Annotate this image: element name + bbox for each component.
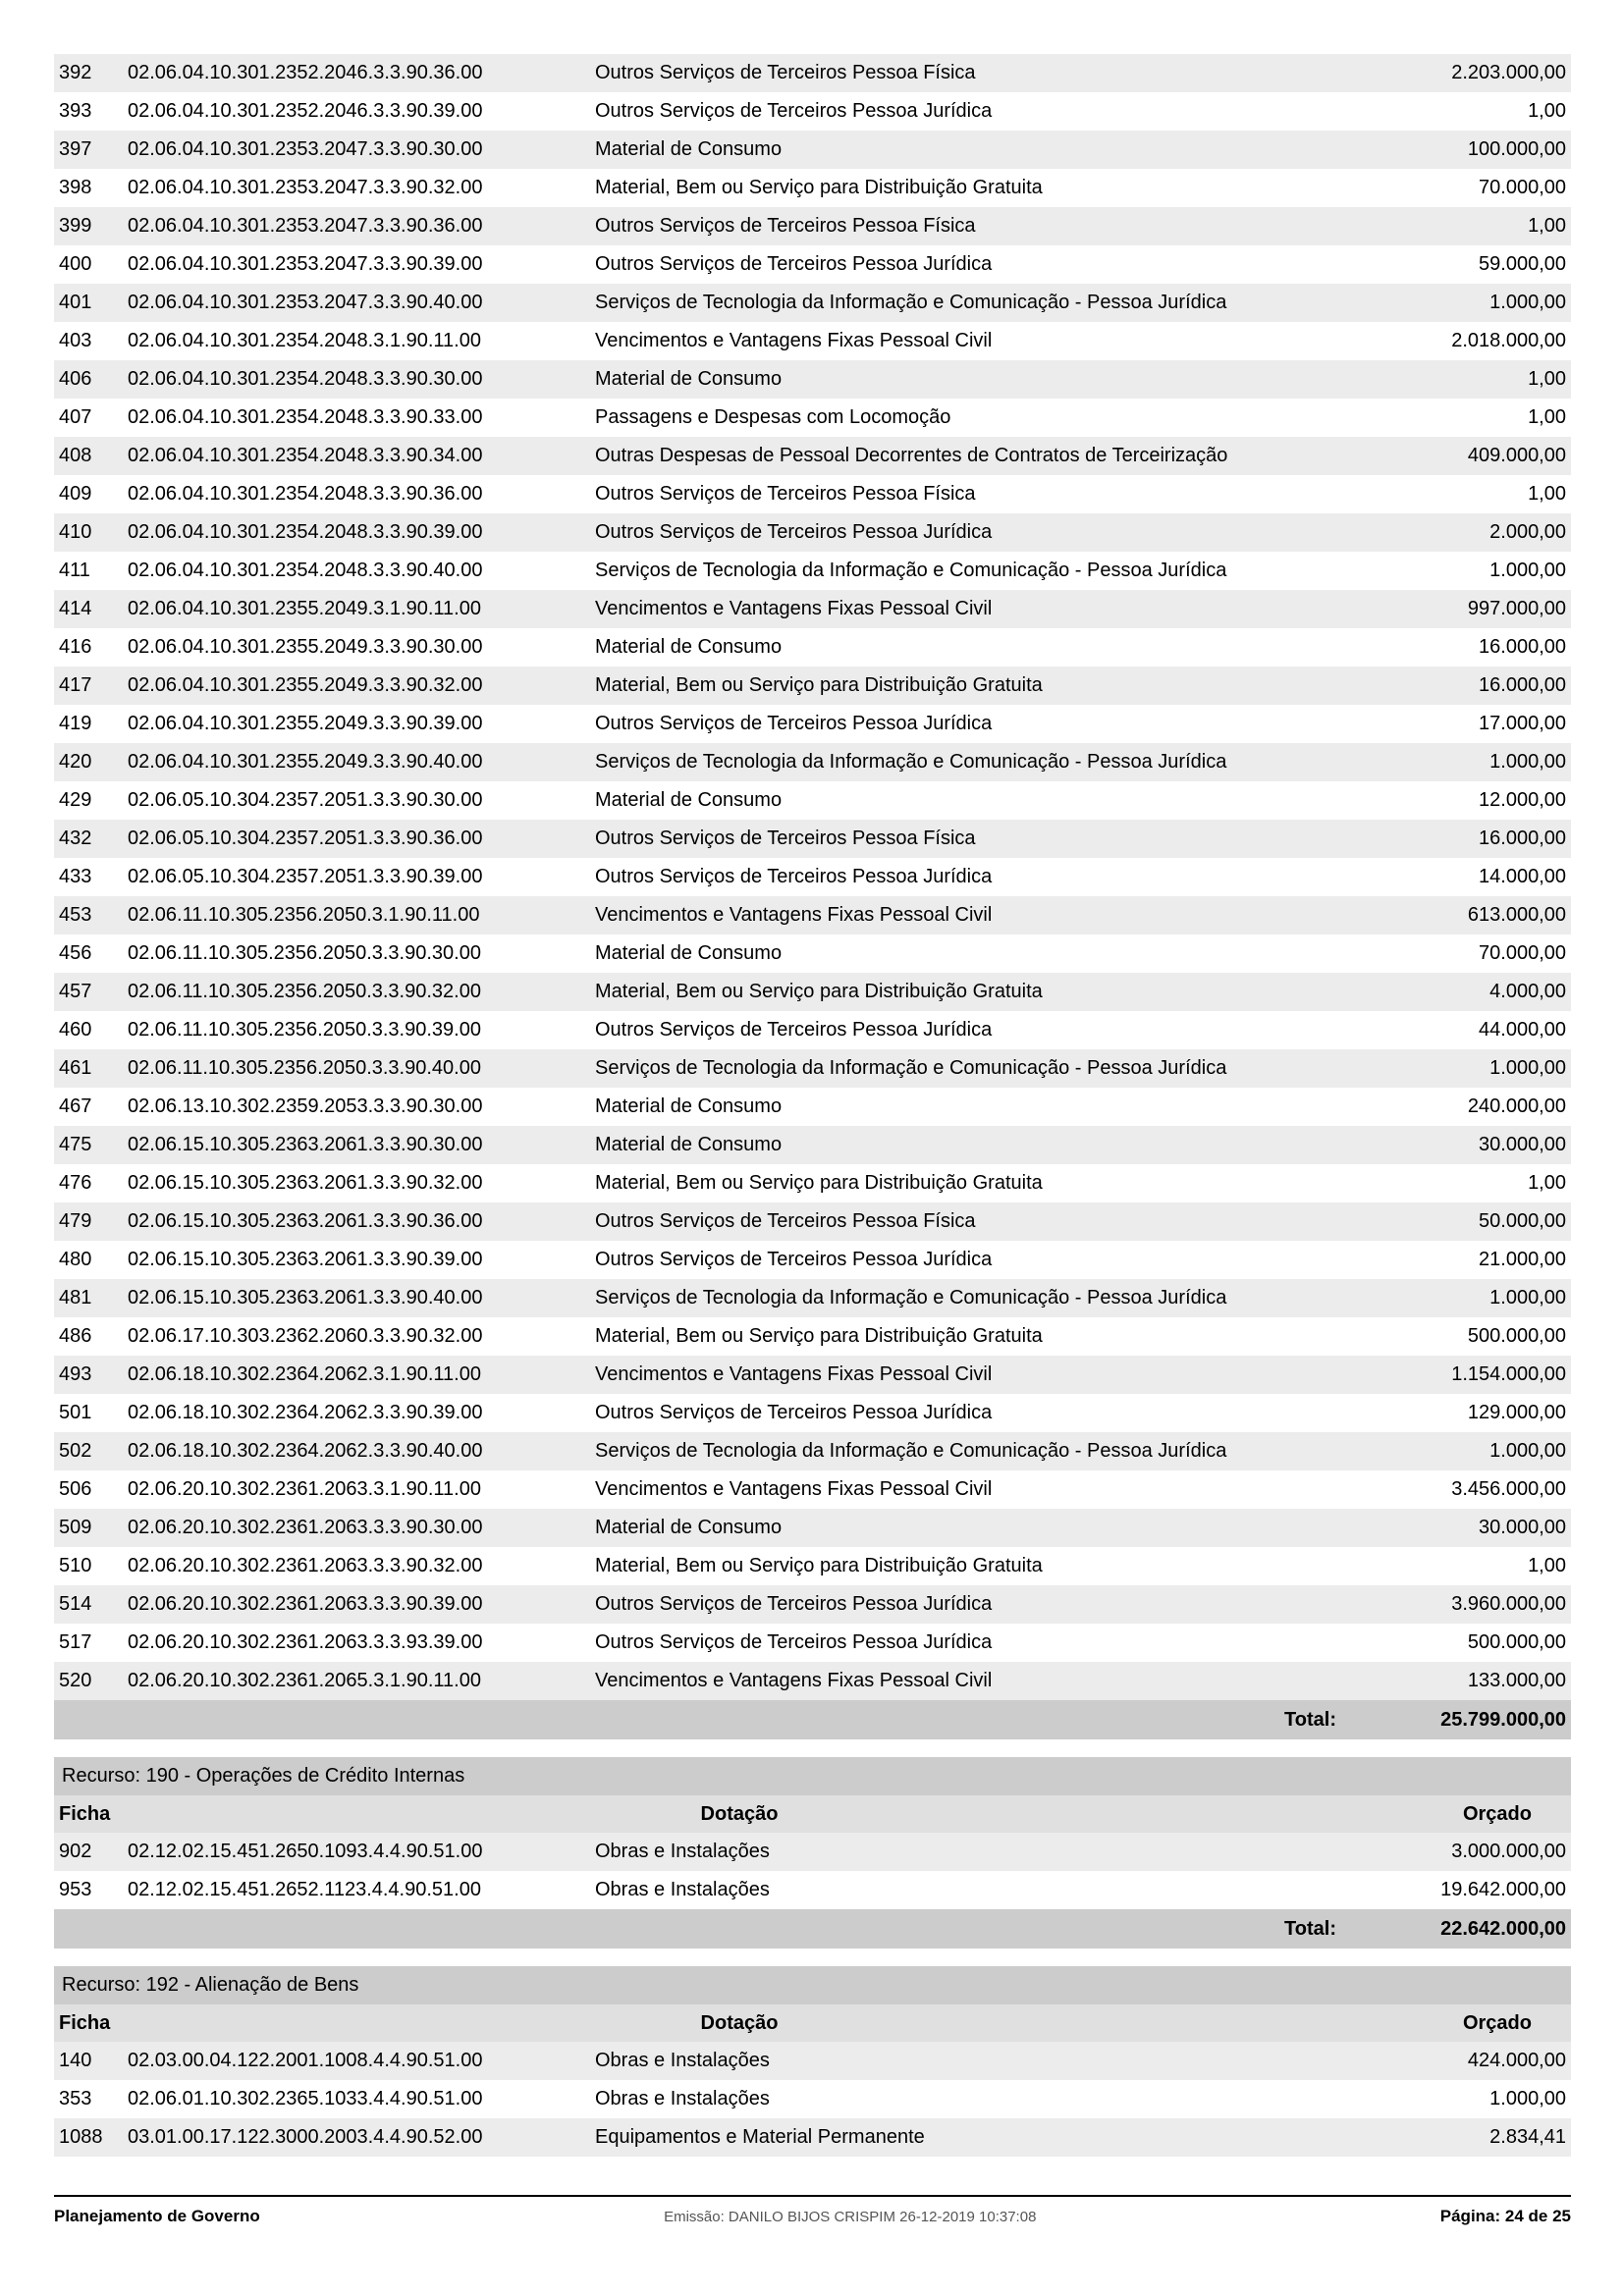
description-cell: Outros Serviços de Terceiros Pessoa Jurídica <box>590 858 1356 896</box>
table-row <box>54 743 1571 781</box>
description-cell: Vencimentos e Vantagens Fixas Pessoal Civil <box>590 322 1356 360</box>
column-header-dotacao: Dotação <box>123 2004 1356 2042</box>
dotacao-code-cell: 02.06.11.10.305.2356.2050.3.3.90.30.00 <box>123 934 590 973</box>
ficha-cell: 399 <box>54 207 123 245</box>
table-row <box>54 1126 1571 1164</box>
table-row <box>54 1432 1571 1470</box>
ficha-cell: 400 <box>54 245 123 284</box>
ficha-cell: 481 <box>54 1279 123 1317</box>
table-row <box>54 2042 1571 2080</box>
description-cell: Outros Serviços de Terceiros Pessoa Jurídica <box>590 1241 1356 1279</box>
recurso-heading: Recurso: 192 - Alienação de Bens <box>54 1966 1571 2004</box>
ficha-cell: 1088 <box>54 2118 123 2157</box>
table-row <box>54 820 1571 858</box>
orcado-value-cell: 50.000,00 <box>1356 1202 1571 1241</box>
table-row <box>54 667 1571 705</box>
orcado-value-cell: 21.000,00 <box>1356 1241 1571 1279</box>
section-table <box>54 2004 1571 2157</box>
table-row <box>54 973 1571 1011</box>
dotacao-code-cell: 02.06.20.10.302.2361.2063.3.1.90.11.00 <box>123 1470 590 1509</box>
orcado-value-cell: 409.000,00 <box>1356 437 1571 475</box>
orcado-value-cell: 1.000,00 <box>1356 284 1571 322</box>
orcado-value-cell: 500.000,00 <box>1356 1624 1571 1662</box>
column-header-orcado: Orçado <box>1356 2004 1571 2042</box>
table-row <box>54 54 1571 92</box>
description-cell: Serviços de Tecnologia da Informação e Comunicação - Pessoa Jurídica <box>590 743 1356 781</box>
orcado-value-cell: 1.000,00 <box>1356 1432 1571 1470</box>
dotacao-code-cell: 02.06.15.10.305.2363.2061.3.3.90.36.00 <box>123 1202 590 1241</box>
orcado-value-cell: 59.000,00 <box>1356 245 1571 284</box>
description-cell: Equipamentos e Material Permanente <box>590 2118 1356 2157</box>
orcado-value-cell: 1,00 <box>1356 360 1571 399</box>
orcado-value-cell: 14.000,00 <box>1356 858 1571 896</box>
orcado-value-cell: 424.000,00 <box>1356 2042 1571 2080</box>
total-row <box>54 1909 1571 1949</box>
table-row <box>54 1833 1571 1871</box>
dotacao-code-cell: 02.06.18.10.302.2364.2062.3.3.90.39.00 <box>123 1394 590 1432</box>
ficha-cell: 353 <box>54 2080 123 2118</box>
description-cell: Material, Bem ou Serviço para Distribuição Gratuita <box>590 1164 1356 1202</box>
ficha-cell: 416 <box>54 628 123 667</box>
dotacao-code-cell: 02.06.04.10.301.2355.2049.3.3.90.32.00 <box>123 667 590 705</box>
dotacao-code-cell: 02.06.04.10.301.2353.2047.3.3.90.36.00 <box>123 207 590 245</box>
dotacao-code-cell: 02.06.04.10.301.2354.2048.3.3.90.30.00 <box>123 360 590 399</box>
dotacao-code-cell: 02.06.05.10.304.2357.2051.3.3.90.36.00 <box>123 820 590 858</box>
table-row <box>54 1317 1571 1356</box>
description-cell: Material, Bem ou Serviço para Distribuição Gratuita <box>590 1547 1356 1585</box>
description-cell: Outros Serviços de Terceiros Pessoa Jurídica <box>590 705 1356 743</box>
orcado-value-cell: 1.000,00 <box>1356 1279 1571 1317</box>
column-header-ficha: Ficha <box>54 1795 123 1833</box>
dotacao-code-cell: 02.06.04.10.301.2355.2049.3.1.90.11.00 <box>123 590 590 628</box>
table-row <box>54 322 1571 360</box>
orcado-value-cell: 1,00 <box>1356 475 1571 513</box>
dotacao-code-cell: 02.06.11.10.305.2356.2050.3.3.90.32.00 <box>123 973 590 1011</box>
column-header-row <box>54 1795 1571 1833</box>
dotacao-code-cell: 02.06.20.10.302.2361.2063.3.3.90.39.00 <box>123 1585 590 1624</box>
ficha-cell: 517 <box>54 1624 123 1662</box>
orcado-value-cell: 1.154.000,00 <box>1356 1356 1571 1394</box>
dotacao-code-cell: 02.06.11.10.305.2356.2050.3.3.90.39.00 <box>123 1011 590 1049</box>
table-row <box>54 169 1571 207</box>
dotacao-code-cell: 02.06.04.10.301.2354.2048.3.3.90.33.00 <box>123 399 590 437</box>
orcado-value-cell: 1.000,00 <box>1356 743 1571 781</box>
description-cell: Outros Serviços de Terceiros Pessoa Física <box>590 475 1356 513</box>
ficha-cell: 414 <box>54 590 123 628</box>
description-cell: Outros Serviços de Terceiros Pessoa Jurídica <box>590 1011 1356 1049</box>
dotacao-code-cell: 02.06.04.10.301.2353.2047.3.3.90.40.00 <box>123 284 590 322</box>
orcado-value-cell: 1,00 <box>1356 92 1571 131</box>
orcado-value-cell: 44.000,00 <box>1356 1011 1571 1049</box>
dotacao-code-cell: 02.06.20.10.302.2361.2063.3.3.90.30.00 <box>123 1509 590 1547</box>
orcado-value-cell: 16.000,00 <box>1356 628 1571 667</box>
description-cell: Outros Serviços de Terceiros Pessoa Física <box>590 820 1356 858</box>
orcado-value-cell: 16.000,00 <box>1356 820 1571 858</box>
table-row <box>54 1279 1571 1317</box>
description-cell: Material, Bem ou Serviço para Distribuição Gratuita <box>590 973 1356 1011</box>
orcado-value-cell: 17.000,00 <box>1356 705 1571 743</box>
ficha-cell: 457 <box>54 973 123 1011</box>
dotacao-code-cell: 02.06.04.10.301.2352.2046.3.3.90.39.00 <box>123 92 590 131</box>
description-cell: Vencimentos e Vantagens Fixas Pessoal Civil <box>590 1470 1356 1509</box>
table-row <box>54 705 1571 743</box>
column-header-row <box>54 2004 1571 2042</box>
description-cell: Obras e Instalações <box>590 2042 1356 2080</box>
footer-department: Planejamento de Governo <box>54 2207 260 2225</box>
ficha-cell: 432 <box>54 820 123 858</box>
description-cell: Serviços de Tecnologia da Informação e Comunicação - Pessoa Jurídica <box>590 1049 1356 1088</box>
total-value: 22.642.000,00 <box>1356 1909 1571 1949</box>
orcado-value-cell: 1.000,00 <box>1356 1049 1571 1088</box>
dotacao-code-cell: 02.06.04.10.301.2354.2048.3.3.90.34.00 <box>123 437 590 475</box>
table-row <box>54 1088 1571 1126</box>
table-row <box>54 1241 1571 1279</box>
ficha-cell: 411 <box>54 552 123 590</box>
ficha-cell: 475 <box>54 1126 123 1164</box>
description-cell: Vencimentos e Vantagens Fixas Pessoal Civil <box>590 1662 1356 1700</box>
description-cell: Outros Serviços de Terceiros Pessoa Jurídica <box>590 245 1356 284</box>
table-row <box>54 781 1571 820</box>
ficha-cell: 493 <box>54 1356 123 1394</box>
orcado-value-cell: 3.456.000,00 <box>1356 1470 1571 1509</box>
ficha-cell: 453 <box>54 896 123 934</box>
table-row <box>54 1509 1571 1547</box>
ficha-cell: 460 <box>54 1011 123 1049</box>
description-cell: Material de Consumo <box>590 934 1356 973</box>
description-cell: Material, Bem ou Serviço para Distribuição Gratuita <box>590 169 1356 207</box>
ficha-cell: 417 <box>54 667 123 705</box>
orcado-value-cell: 1,00 <box>1356 399 1571 437</box>
orcado-value-cell: 2.000,00 <box>1356 513 1571 552</box>
description-cell: Outros Serviços de Terceiros Pessoa Jurídica <box>590 92 1356 131</box>
table-row <box>54 1470 1571 1509</box>
footer-emission: Emissão: DANILO BIJOS CRISPIM 26-12-2019 10:37:08 <box>664 2208 1037 2225</box>
dotacao-code-cell: 02.06.20.10.302.2361.2063.3.3.93.39.00 <box>123 1624 590 1662</box>
orcado-value-cell: 1.000,00 <box>1356 552 1571 590</box>
ficha-cell: 403 <box>54 322 123 360</box>
column-header-orcado: Orçado <box>1356 1795 1571 1833</box>
report-page <box>54 54 1571 2157</box>
orcado-value-cell: 1,00 <box>1356 207 1571 245</box>
dotacao-code-cell: 03.01.00.17.122.3000.2003.4.4.90.52.00 <box>123 2118 590 2157</box>
column-header-dotacao: Dotação <box>123 1795 1356 1833</box>
dotacao-code-cell: 02.06.04.10.301.2354.2048.3.3.90.40.00 <box>123 552 590 590</box>
description-cell: Material de Consumo <box>590 1088 1356 1126</box>
table-row <box>54 1049 1571 1088</box>
orcado-value-cell: 4.000,00 <box>1356 973 1571 1011</box>
table-row <box>54 437 1571 475</box>
ficha-cell: 509 <box>54 1509 123 1547</box>
table-row <box>54 1011 1571 1049</box>
ficha-cell: 953 <box>54 1871 123 1909</box>
orcado-value-cell: 70.000,00 <box>1356 934 1571 973</box>
table-row <box>54 1662 1571 1700</box>
section-recurso-192 <box>54 1966 1571 2157</box>
table-row <box>54 1871 1571 1909</box>
ficha-cell: 476 <box>54 1164 123 1202</box>
description-cell: Vencimentos e Vantagens Fixas Pessoal Civil <box>590 896 1356 934</box>
dotacao-code-cell: 02.06.04.10.301.2355.2049.3.3.90.30.00 <box>123 628 590 667</box>
table-row <box>54 1585 1571 1624</box>
ficha-cell: 397 <box>54 131 123 169</box>
dotacao-code-cell: 02.06.15.10.305.2363.2061.3.3.90.39.00 <box>123 1241 590 1279</box>
table-row <box>54 131 1571 169</box>
dotacao-code-cell: 02.06.05.10.304.2357.2051.3.3.90.30.00 <box>123 781 590 820</box>
table-row <box>54 284 1571 322</box>
ficha-cell: 409 <box>54 475 123 513</box>
table-row <box>54 1624 1571 1662</box>
table-row <box>54 1394 1571 1432</box>
total-label: Total: <box>54 1909 1356 1949</box>
dotacao-code-cell: 02.06.17.10.303.2362.2060.3.3.90.32.00 <box>123 1317 590 1356</box>
description-cell: Outros Serviços de Terceiros Pessoa Jurídica <box>590 1394 1356 1432</box>
description-cell: Serviços de Tecnologia da Informação e Comunicação - Pessoa Jurídica <box>590 552 1356 590</box>
orcado-value-cell: 1.000,00 <box>1356 2080 1571 2118</box>
description-cell: Outros Serviços de Terceiros Pessoa Jurídica <box>590 1624 1356 1662</box>
orcado-value-cell: 2.834,41 <box>1356 2118 1571 2157</box>
orcado-value-cell: 240.000,00 <box>1356 1088 1571 1126</box>
dotacao-code-cell: 02.06.20.10.302.2361.2063.3.3.90.32.00 <box>123 1547 590 1585</box>
orcado-value-cell: 2.203.000,00 <box>1356 54 1571 92</box>
dotacao-code-cell: 02.06.18.10.302.2364.2062.3.3.90.40.00 <box>123 1432 590 1470</box>
dotacao-code-cell: 02.06.01.10.302.2365.1033.4.4.90.51.00 <box>123 2080 590 2118</box>
description-cell: Serviços de Tecnologia da Informação e Comunicação - Pessoa Jurídica <box>590 284 1356 322</box>
description-cell: Vencimentos e Vantagens Fixas Pessoal Civil <box>590 590 1356 628</box>
orcado-value-cell: 3.000.000,00 <box>1356 1833 1571 1871</box>
dotacao-code-cell: 02.06.18.10.302.2364.2062.3.1.90.11.00 <box>123 1356 590 1394</box>
table-row <box>54 360 1571 399</box>
total-row <box>54 1700 1571 1739</box>
description-cell: Outros Serviços de Terceiros Pessoa Jurídica <box>590 1585 1356 1624</box>
description-cell: Obras e Instalações <box>590 1833 1356 1871</box>
orcado-value-cell: 1,00 <box>1356 1547 1571 1585</box>
description-cell: Material de Consumo <box>590 781 1356 820</box>
ficha-cell: 429 <box>54 781 123 820</box>
dotacao-code-cell: 02.06.15.10.305.2363.2061.3.3.90.30.00 <box>123 1126 590 1164</box>
dotacao-code-cell: 02.06.04.10.301.2353.2047.3.3.90.30.00 <box>123 131 590 169</box>
ficha-cell: 420 <box>54 743 123 781</box>
table-row <box>54 628 1571 667</box>
description-cell: Obras e Instalações <box>590 1871 1356 1909</box>
description-cell: Vencimentos e Vantagens Fixas Pessoal Civil <box>590 1356 1356 1394</box>
dotacao-code-cell: 02.06.04.10.301.2353.2047.3.3.90.32.00 <box>123 169 590 207</box>
dotacao-code-cell: 02.06.15.10.305.2363.2061.3.3.90.40.00 <box>123 1279 590 1317</box>
dotacao-code-cell: 02.06.05.10.304.2357.2051.3.3.90.39.00 <box>123 858 590 896</box>
dotacao-code-cell: 02.06.11.10.305.2356.2050.3.3.90.40.00 <box>123 1049 590 1088</box>
table-row <box>54 934 1571 973</box>
ficha-cell: 501 <box>54 1394 123 1432</box>
ficha-cell: 406 <box>54 360 123 399</box>
ficha-cell: 486 <box>54 1317 123 1356</box>
section-table <box>54 1795 1571 1949</box>
orcado-value-cell: 500.000,00 <box>1356 1317 1571 1356</box>
description-cell: Material de Consumo <box>590 628 1356 667</box>
orcado-value-cell: 613.000,00 <box>1356 896 1571 934</box>
footer-page-number: Página: 24 de 25 <box>1439 2207 1571 2225</box>
orcado-value-cell: 997.000,00 <box>1356 590 1571 628</box>
ficha-cell: 410 <box>54 513 123 552</box>
table-row <box>54 399 1571 437</box>
table-row <box>54 858 1571 896</box>
dotacao-code-cell: 02.06.04.10.301.2352.2046.3.3.90.36.00 <box>123 54 590 92</box>
table-row <box>54 207 1571 245</box>
ficha-cell: 902 <box>54 1833 123 1871</box>
table-row <box>54 896 1571 934</box>
ficha-cell: 393 <box>54 92 123 131</box>
orcado-value-cell: 2.018.000,00 <box>1356 322 1571 360</box>
ficha-cell: 520 <box>54 1662 123 1700</box>
table-row <box>54 2080 1571 2118</box>
description-cell: Material de Consumo <box>590 131 1356 169</box>
description-cell: Outros Serviços de Terceiros Pessoa Física <box>590 1202 1356 1241</box>
description-cell: Outros Serviços de Terceiros Pessoa Física <box>590 207 1356 245</box>
dotacao-code-cell: 02.12.02.15.451.2652.1123.4.4.90.51.00 <box>123 1871 590 1909</box>
table-row <box>54 92 1571 131</box>
dotacao-code-cell: 02.06.04.10.301.2355.2049.3.3.90.39.00 <box>123 705 590 743</box>
description-cell: Passagens e Despesas com Locomoção <box>590 399 1356 437</box>
orcado-value-cell: 70.000,00 <box>1356 169 1571 207</box>
description-cell: Material de Consumo <box>590 1509 1356 1547</box>
table-row <box>54 1164 1571 1202</box>
dotacao-code-cell: 02.06.04.10.301.2354.2048.3.1.90.11.00 <box>123 322 590 360</box>
total-label: Total: <box>54 1700 1356 1739</box>
main-allocation-table <box>54 54 1571 1739</box>
table-row <box>54 475 1571 513</box>
ficha-cell: 461 <box>54 1049 123 1088</box>
ficha-cell: 392 <box>54 54 123 92</box>
table-row <box>54 590 1571 628</box>
orcado-value-cell: 3.960.000,00 <box>1356 1585 1571 1624</box>
table-row <box>54 513 1571 552</box>
dotacao-code-cell: 02.06.11.10.305.2356.2050.3.1.90.11.00 <box>123 896 590 934</box>
ficha-cell: 419 <box>54 705 123 743</box>
orcado-value-cell: 19.642.000,00 <box>1356 1871 1571 1909</box>
dotacao-code-cell: 02.06.04.10.301.2353.2047.3.3.90.39.00 <box>123 245 590 284</box>
description-cell: Serviços de Tecnologia da Informação e Comunicação - Pessoa Jurídica <box>590 1432 1356 1470</box>
ficha-cell: 407 <box>54 399 123 437</box>
dotacao-code-cell: 02.06.04.10.301.2354.2048.3.3.90.36.00 <box>123 475 590 513</box>
orcado-value-cell: 1,00 <box>1356 1164 1571 1202</box>
ficha-cell: 456 <box>54 934 123 973</box>
description-cell: Outros Serviços de Terceiros Pessoa Jurídica <box>590 513 1356 552</box>
section-recurso-190 <box>54 1757 1571 1949</box>
description-cell: Material, Bem ou Serviço para Distribuição Gratuita <box>590 667 1356 705</box>
total-value: 25.799.000,00 <box>1356 1700 1571 1739</box>
orcado-value-cell: 100.000,00 <box>1356 131 1571 169</box>
dotacao-code-cell: 02.06.20.10.302.2361.2065.3.1.90.11.00 <box>123 1662 590 1700</box>
description-cell: Material de Consumo <box>590 360 1356 399</box>
orcado-value-cell: 30.000,00 <box>1356 1509 1571 1547</box>
ficha-cell: 408 <box>54 437 123 475</box>
dotacao-code-cell: 02.06.13.10.302.2359.2053.3.3.90.30.00 <box>123 1088 590 1126</box>
ficha-cell: 467 <box>54 1088 123 1126</box>
ficha-cell: 140 <box>54 2042 123 2080</box>
dotacao-code-cell: 02.03.00.04.122.2001.1008.4.4.90.51.00 <box>123 2042 590 2080</box>
recurso-heading: Recurso: 190 - Operações de Crédito Internas <box>54 1757 1571 1795</box>
orcado-value-cell: 129.000,00 <box>1356 1394 1571 1432</box>
ficha-cell: 479 <box>54 1202 123 1241</box>
table-row <box>54 1356 1571 1394</box>
ficha-cell: 433 <box>54 858 123 896</box>
page-footer <box>54 2195 1571 2226</box>
ficha-cell: 401 <box>54 284 123 322</box>
ficha-cell: 506 <box>54 1470 123 1509</box>
description-cell: Material de Consumo <box>590 1126 1356 1164</box>
table-row <box>54 552 1571 590</box>
description-cell: Outros Serviços de Terceiros Pessoa Física <box>590 54 1356 92</box>
ficha-cell: 510 <box>54 1547 123 1585</box>
orcado-value-cell: 133.000,00 <box>1356 1662 1571 1700</box>
orcado-value-cell: 16.000,00 <box>1356 667 1571 705</box>
ficha-cell: 398 <box>54 169 123 207</box>
table-row <box>54 1202 1571 1241</box>
ficha-cell: 514 <box>54 1585 123 1624</box>
dotacao-code-cell: 02.06.15.10.305.2363.2061.3.3.90.32.00 <box>123 1164 590 1202</box>
table-row <box>54 1547 1571 1585</box>
description-cell: Serviços de Tecnologia da Informação e Comunicação - Pessoa Jurídica <box>590 1279 1356 1317</box>
table-row <box>54 2118 1571 2157</box>
dotacao-code-cell: 02.06.04.10.301.2355.2049.3.3.90.40.00 <box>123 743 590 781</box>
dotacao-code-cell: 02.12.02.15.451.2650.1093.4.4.90.51.00 <box>123 1833 590 1871</box>
description-cell: Outras Despesas de Pessoal Decorrentes de Contratos de Terceirização <box>590 437 1356 475</box>
description-cell: Obras e Instalações <box>590 2080 1356 2118</box>
table-row <box>54 245 1571 284</box>
dotacao-code-cell: 02.06.04.10.301.2354.2048.3.3.90.39.00 <box>123 513 590 552</box>
orcado-value-cell: 12.000,00 <box>1356 781 1571 820</box>
orcado-value-cell: 30.000,00 <box>1356 1126 1571 1164</box>
description-cell: Material, Bem ou Serviço para Distribuição Gratuita <box>590 1317 1356 1356</box>
ficha-cell: 502 <box>54 1432 123 1470</box>
ficha-cell: 480 <box>54 1241 123 1279</box>
column-header-ficha: Ficha <box>54 2004 123 2042</box>
